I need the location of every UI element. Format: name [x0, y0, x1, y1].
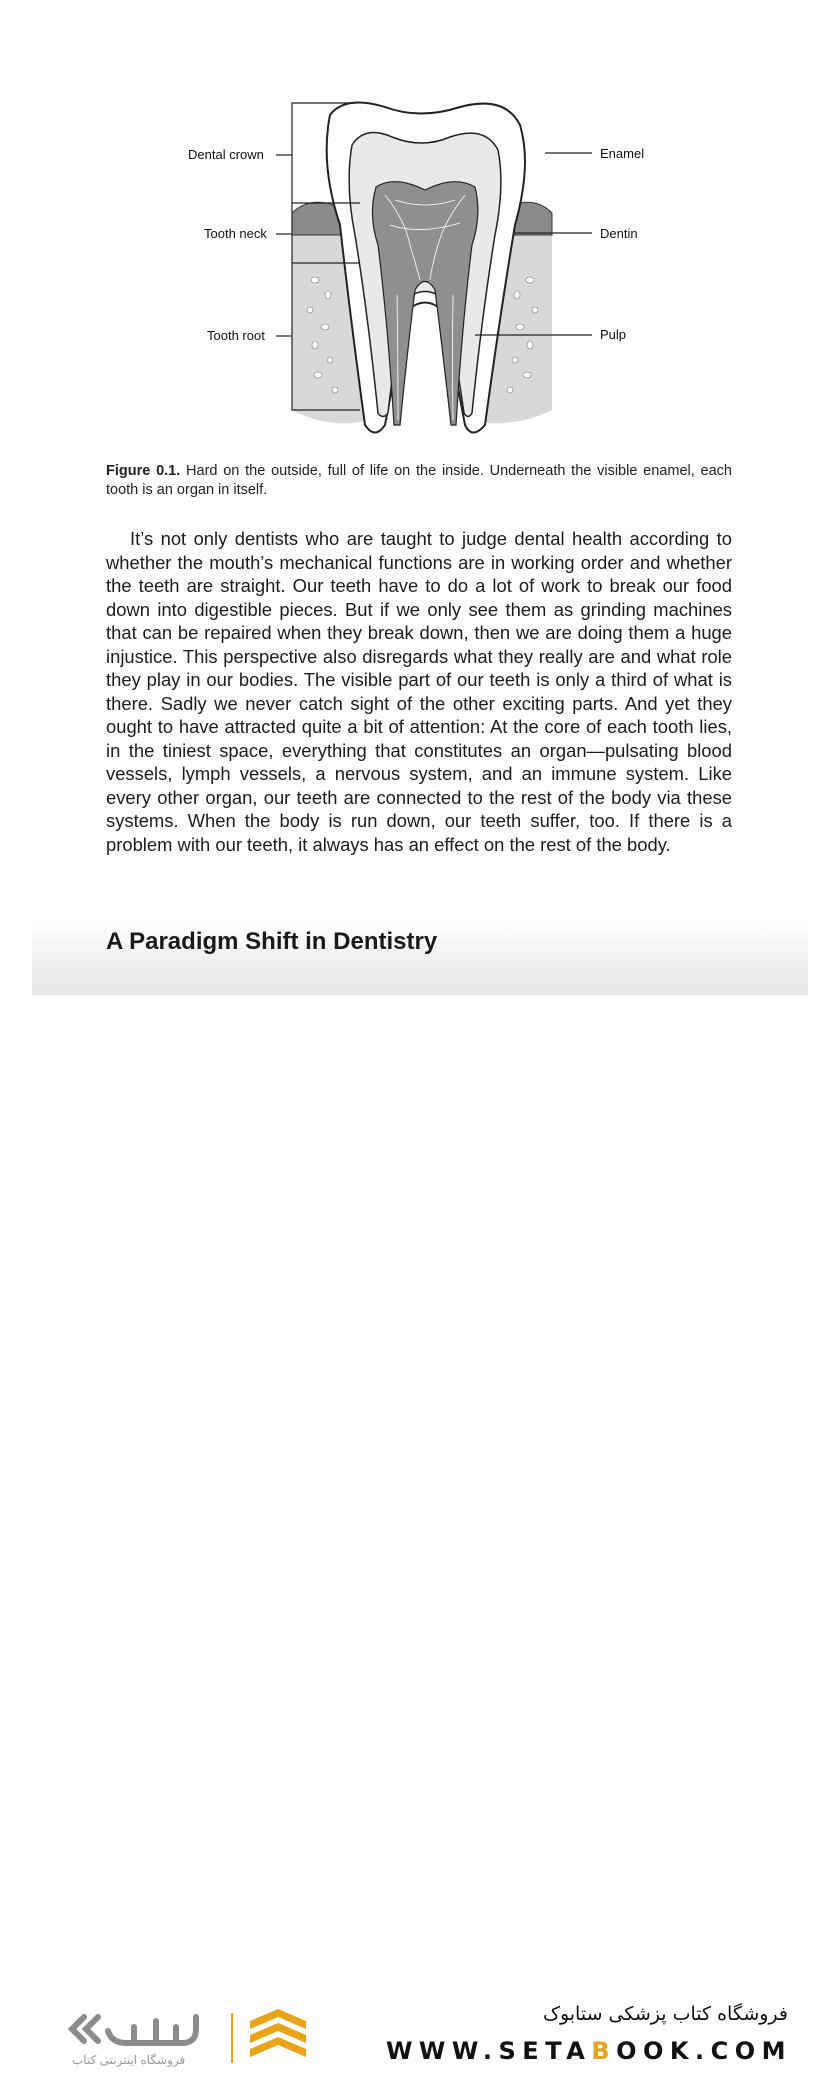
- tooth-diagram: [180, 95, 660, 450]
- book-page: [0, 0, 838, 995]
- label-dentin: Dentin: [600, 226, 638, 241]
- logo-subtitle: فروشگاه اینترنتی کتاب: [72, 2053, 186, 2067]
- label-dental-crown: Dental crown: [188, 147, 264, 162]
- url-seta: SETA: [498, 2037, 592, 2065]
- store-url[interactable]: [386, 2037, 792, 2065]
- caption-label: Figure 0.1.: [106, 463, 181, 479]
- tooth-anatomy-figure: [180, 95, 660, 450]
- figure-caption: [106, 462, 732, 500]
- footer-banner: [0, 995, 838, 2067]
- url-highlight-b: B: [591, 2037, 617, 2065]
- caption-text: Hard on the outside, full of life on the inside. Underneath the visible enamel, each tooth is an organ in itself.: [106, 463, 732, 498]
- label-tooth-root: Tooth root: [207, 328, 265, 343]
- label-enamel: Enamel: [600, 146, 645, 161]
- section-heading: A Paradigm Shift in Dentistry: [106, 928, 438, 955]
- url-suffix: OOK.COM: [616, 2037, 792, 2065]
- label-pulp: Pulp: [600, 327, 627, 342]
- body-paragraph: It’s not only dentists who are taught to judge dental health according to whether the mouth’s mechanical functions are in working order and whether the teeth are straight. Our teeth have to do a lot of work to break our food down into digestible pieces. But if we only see them as grinding machines that can be repaired when they break down, then we are doing them a huge injustice. This perspective also disregards what they really are and what role they play in our bodies. The visible part of our teeth is only a third of what is there. Sadly we never catch sight of the other exciting parts. And yet they ought to have attracted quite a bit of attention: At the core of each tooth lies, in the tiniest space, everything that constitutes an organ—pulsating blood vessels, lymph vessels, a nervous system, and an immune system. Like every other organ, our teeth are connected to the rest of the body via these systems. When the body is run down, our teeth suffer, too. If there is a problem with our teeth, it always has an effect on the rest of the body.: [106, 528, 732, 855]
- store-name: فروشگاه کتاب پزشکی ستابوک: [542, 2003, 788, 2025]
- label-tooth-neck: Tooth neck: [204, 226, 267, 241]
- url-prefix: WWW.: [385, 2037, 499, 2065]
